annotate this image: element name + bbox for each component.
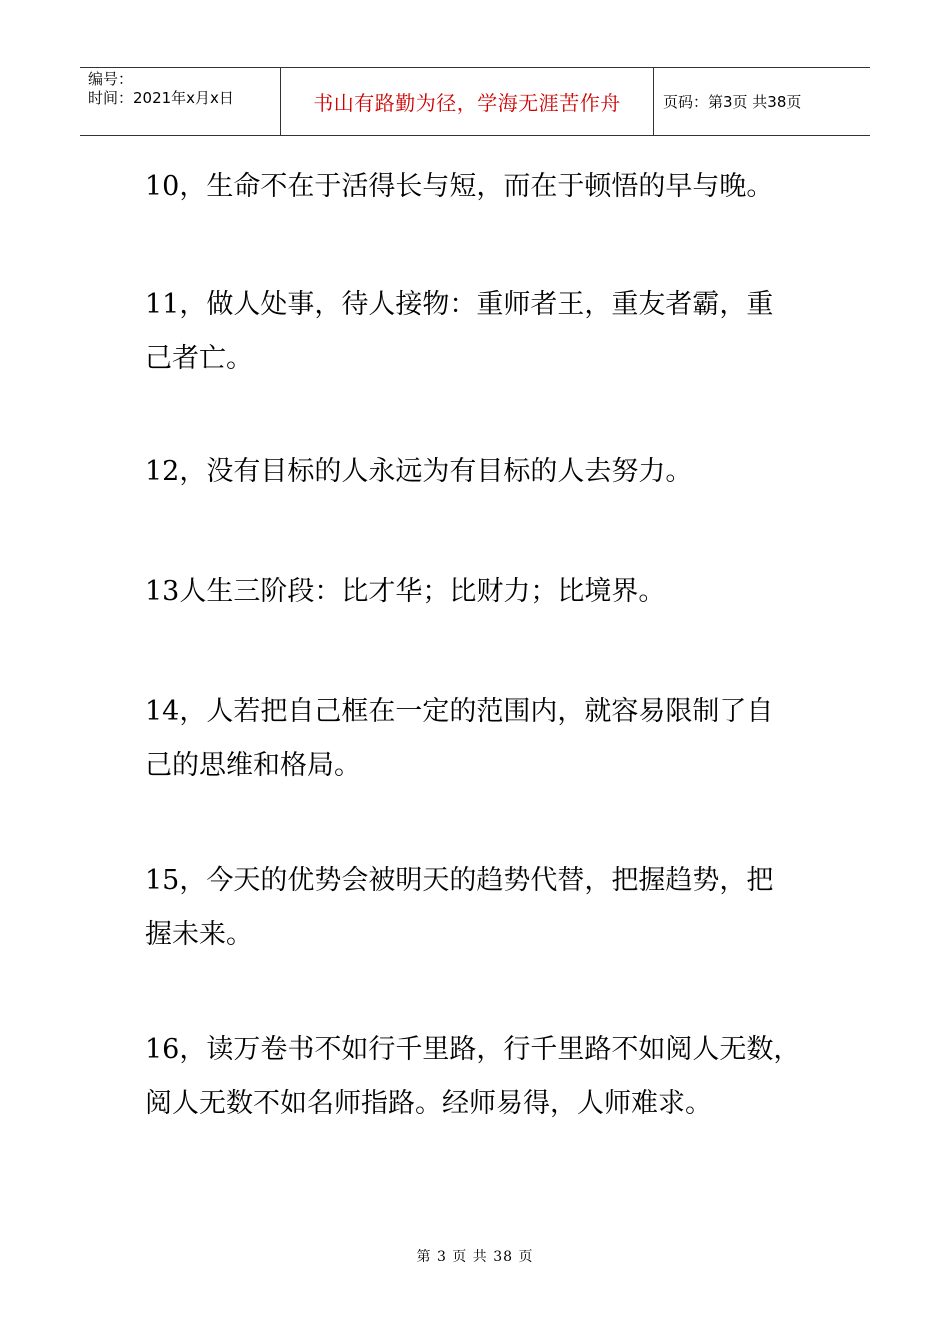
quote-line: 11，做人处事，待人接物：重师者王，重友者霸，重 bbox=[145, 289, 774, 320]
quote-item bbox=[145, 160, 773, 214]
quote-item bbox=[145, 278, 773, 386]
quote-line: 己的思维和格局。 bbox=[145, 750, 361, 781]
header-page-info: 页码：第3页 共38页 bbox=[663, 93, 802, 111]
quote-line: 12，没有目标的人永远为有目标的人去努力。 bbox=[145, 456, 693, 487]
quote-line: 16，读万卷书不如行千里路，行千里路不如阅人无数， bbox=[145, 1034, 801, 1065]
quote-item bbox=[145, 685, 773, 793]
header-meta bbox=[80, 68, 281, 135]
quote-line: 己者亡。 bbox=[145, 343, 253, 374]
quote-item bbox=[145, 445, 692, 499]
quote-line: 14，人若把自己框在一定的范围内，就容易限制了自 bbox=[145, 696, 774, 727]
quote-line: 阅人无数不如名师指路。经师易得，人师难求。 bbox=[145, 1088, 712, 1119]
page-footer: 第 3 页 共 38 页 bbox=[416, 1249, 534, 1265]
header-motto: 书山有路勤为径，学海无涯苦作舟 bbox=[281, 68, 654, 135]
quote-line: 13人生三阶段：比才华；比财力；比境界。 bbox=[145, 576, 666, 607]
quote-item bbox=[145, 1023, 800, 1131]
page-header bbox=[80, 67, 870, 136]
quote-line: 10，生命不在于活得长与短，而在于顿悟的早与晚。 bbox=[145, 171, 774, 202]
quote-item bbox=[145, 854, 773, 962]
header-number-label: 编号： bbox=[88, 70, 134, 88]
quote-line: 握未来。 bbox=[145, 919, 253, 950]
quote-item bbox=[145, 565, 665, 619]
header-date-label: 时间：2021年x月x日 bbox=[88, 89, 234, 107]
quote-line: 15，今天的优势会被明天的趋势代替，把握趋势，把 bbox=[145, 865, 774, 896]
